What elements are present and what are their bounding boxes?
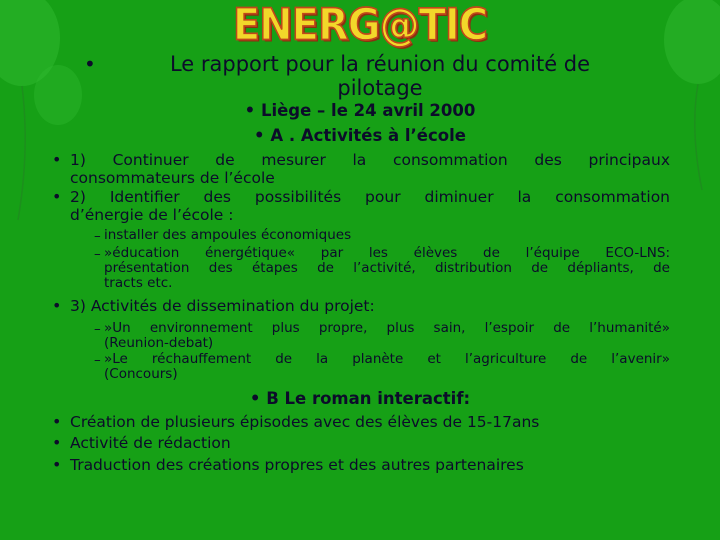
sub4-text [104, 352, 670, 382]
item1-text [70, 151, 670, 187]
item3-bullet: • [52, 296, 62, 315]
title-line-1: Le rapport pour la réunion du comité de [169, 52, 591, 76]
item1-line-1: 1) Continuer de mesurer la consommation des principaux [70, 151, 670, 169]
sub3-text [104, 321, 670, 351]
item1-bullet: • [52, 150, 62, 169]
b-item3-bullet: • [52, 455, 62, 474]
sub4-line-2: (Concours) [104, 366, 178, 382]
page-title [100, 52, 660, 100]
sub4-dash: – [94, 352, 101, 368]
b-item3-text: Traduction des créations propres et des autres partenaires [70, 456, 524, 474]
sub2-line-1: »éducation énergétique« par les élèves de l’équipe ECO-LNS: [104, 245, 670, 261]
b-item2-text: Activité de rédaction [70, 434, 231, 452]
sub4-line-1: »Le réchauffement de la planète et l’agriculture de l’avenir» [104, 351, 670, 367]
section-a-bullet: • [254, 126, 265, 145]
title-line-2: pilotage [337, 76, 423, 100]
item1-line-2: consommateurs de l’école [70, 169, 275, 187]
b-item1-bullet: • [52, 412, 62, 431]
section-b-bullet: • [249, 389, 261, 408]
item2-text [70, 188, 670, 224]
date-subhead [0, 101, 720, 120]
b-item2-bullet: • [52, 433, 62, 452]
sub1-text: installer des ampoules économiques [104, 227, 352, 243]
sub3-line-1: »Un environnement plus propre, plus sain, l’espoir de l’humanité» [104, 320, 670, 336]
item2-bullet: • [52, 187, 62, 206]
sub1-dash: – [94, 228, 101, 244]
section-a-heading [0, 126, 720, 145]
sub2-dash: – [94, 246, 101, 262]
title-bullet: • [84, 52, 96, 76]
item2-line-2: d’énergie de l’école : [70, 206, 234, 224]
section-a-text: A . Activités à l’école [270, 126, 466, 145]
item3-text: 3) Activités de dissemination du projet: [70, 297, 375, 315]
date-bullet: • [244, 101, 256, 120]
energatic-logo: ENERG@TIC [232, 0, 488, 51]
b-item1-text: Création de plusieurs épisodes avec des élèves de 15-17ans [70, 413, 540, 431]
sub3-dash: – [94, 321, 101, 337]
item2-line-1: 2) Identifier des possibilités pour diminuer la consommation [70, 188, 670, 206]
sub2-line-3: tracts etc. [104, 275, 173, 291]
sub2-text [104, 246, 670, 291]
date-text: Liège – le 24 avril 2000 [260, 101, 476, 120]
section-b-heading [0, 389, 720, 408]
sub3-line-2: (Reunion-debat) [104, 335, 214, 351]
section-b-text: B Le roman interactif: [266, 389, 471, 408]
sub2-line-2: présentation des étapes de l’activité, distribution de dépliants, de [104, 260, 670, 276]
